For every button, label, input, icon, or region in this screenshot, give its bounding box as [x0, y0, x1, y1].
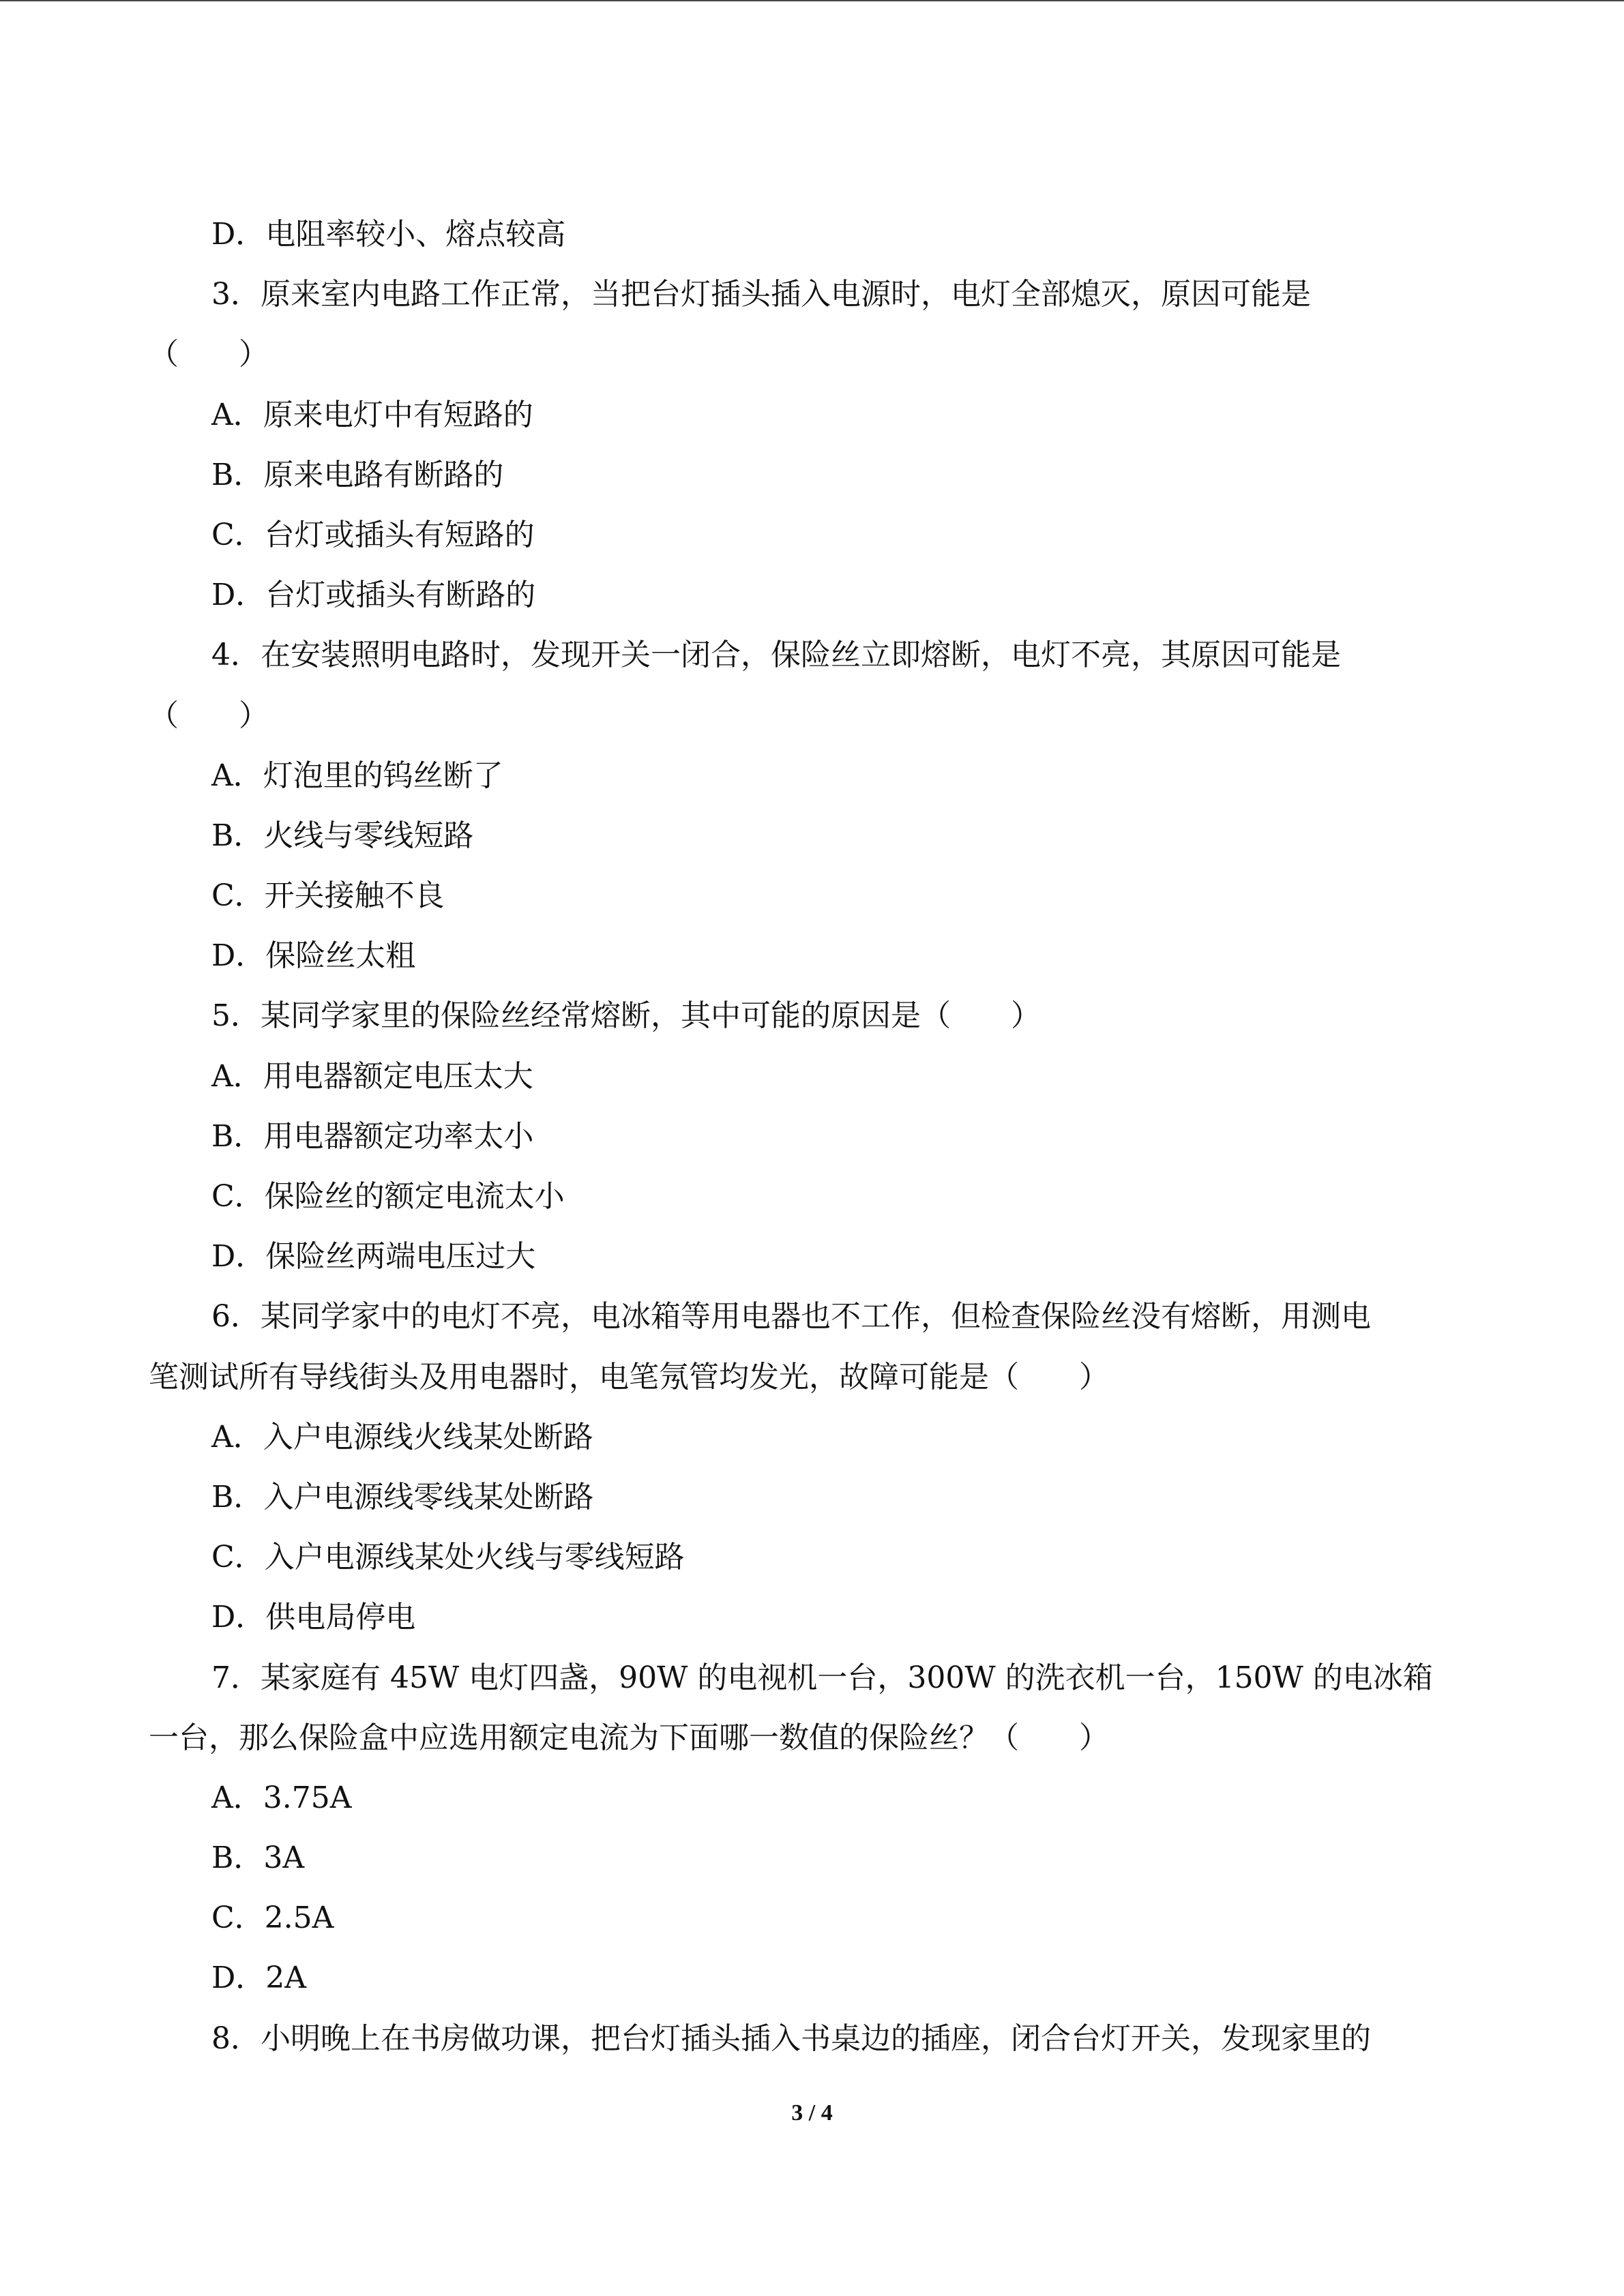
question-5-option-b: B．用电器额定功率太小 — [211, 1118, 534, 1154]
question-7-stem: 7．某家庭有 45W 电灯四盏，90W 的电视机一台，300W 的洗衣机一台，150W 的电冰箱 — [211, 1660, 1433, 1695]
question-7-option-a: A．3.75A — [211, 1780, 352, 1815]
question-3-blank: （ ） — [149, 337, 269, 372]
question-4-stem: 4．在安装照明电路时，发现开关一闭合，保险丝立即熔断，电灯不亮，其原因可能是 — [211, 638, 1341, 673]
question-4-blank: （ ） — [149, 698, 269, 733]
question-6-option-a: A．入户电源线火线某处断路 — [211, 1419, 593, 1455]
question-3-option-c: C．台灯或插头有短路的 — [211, 517, 535, 552]
question-8-stem: 8．小明晚上在书房做功课，把台灯插头插入书桌边的插座，闭合台灯开关，发现家里的 — [211, 2021, 1371, 2056]
question-7-option-c: C．2.5A — [211, 1900, 334, 1936]
question-5-option-a: A．用电器额定电压太大 — [211, 1058, 533, 1094]
question-3-stem: 3．原来室内电路工作正常，当把台灯插头插入电源时，电灯全部熄灭，原因可能是 — [211, 277, 1311, 312]
question-6-stem-cont: 笔测试所有导线街头及用电器时，电笔氖管均发光，故障可能是（ ） — [149, 1359, 1109, 1395]
question-5-stem: 5．某同学家里的保险丝经常熔断，其中可能的原因是（ ） — [211, 998, 1041, 1034]
question-6-option-b: B．入户电源线零线某处断路 — [211, 1479, 594, 1515]
question-6-stem: 6．某同学家中的电灯不亮，电冰箱等用电器也不工作，但检查保险丝没有熔断，用测电 — [211, 1299, 1371, 1335]
document-body — [149, 205, 1475, 2069]
question-3-option-b: B．原来电路有断路的 — [211, 457, 504, 492]
question-7-stem-cont: 一台，那么保险盒中应选用额定电流为下面哪一数值的保险丝？（ ） — [149, 1720, 1109, 1755]
question-4-option-a: A．灯泡里的钨丝断了 — [211, 758, 503, 793]
question-4-option-c: C．开关接触不良 — [211, 878, 445, 914]
text-line: D．电阻率较小、熔点较高 — [211, 217, 566, 252]
question-3-option-d: D．台灯或插头有断路的 — [211, 578, 536, 613]
page-number: 3 / 4 — [791, 2100, 833, 2126]
question-7-option-b: B．3A — [211, 1840, 305, 1876]
page-top-border — [0, 0, 1624, 1]
question-5-option-c: C．保险丝的额定电流太小 — [211, 1179, 565, 1214]
question-3-option-a: A．原来电灯中有短路的 — [211, 397, 533, 432]
question-6-option-d: D．供电局停电 — [211, 1600, 416, 1635]
question-5-option-d: D．保险丝两端电压过大 — [211, 1239, 536, 1274]
question-4-option-b: B．火线与零线短路 — [211, 818, 474, 853]
question-4-option-d: D．保险丝太粗 — [211, 938, 416, 974]
question-7-option-d: D．2A — [211, 1960, 307, 1996]
question-6-option-c: C．入户电源线某处火线与零线短路 — [211, 1540, 685, 1575]
